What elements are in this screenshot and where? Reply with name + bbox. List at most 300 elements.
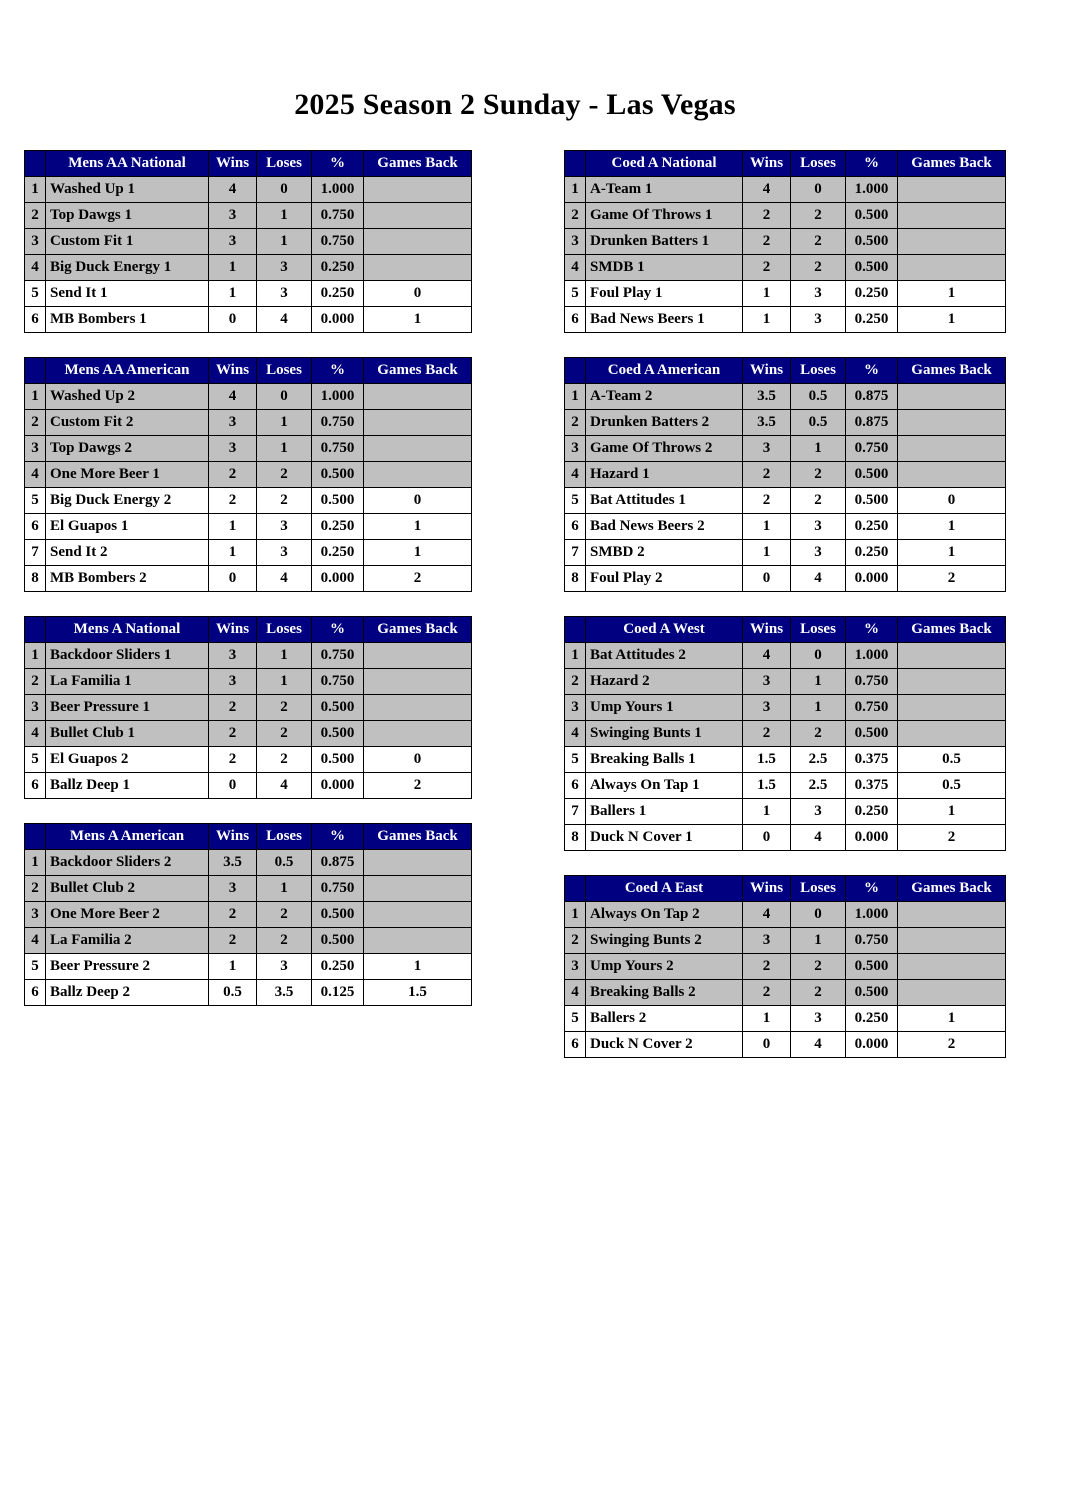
pct-cell: 0.000 bbox=[312, 773, 364, 799]
pct-cell: 0.750 bbox=[312, 669, 364, 695]
rank-cell: 5 bbox=[565, 281, 586, 307]
pct-cell: 1.000 bbox=[846, 902, 898, 928]
loses-cell: 2 bbox=[791, 462, 846, 488]
rank-header bbox=[565, 151, 586, 177]
loses-cell: 0.5 bbox=[791, 410, 846, 436]
team-name: Big Duck Energy 2 bbox=[46, 488, 209, 514]
wins-cell: 3 bbox=[743, 436, 791, 462]
wins-cell: 0 bbox=[209, 566, 257, 592]
rank-cell: 6 bbox=[25, 773, 46, 799]
team-row bbox=[25, 721, 472, 747]
pct-cell: 0.000 bbox=[846, 1032, 898, 1058]
loses-cell: 2 bbox=[791, 980, 846, 1006]
wins-cell: 1 bbox=[743, 540, 791, 566]
pct-cell: 0.750 bbox=[846, 669, 898, 695]
rank-cell: 6 bbox=[25, 514, 46, 540]
team-name: El Guapos 1 bbox=[46, 514, 209, 540]
rank-cell: 3 bbox=[25, 436, 46, 462]
loses-cell: 4 bbox=[257, 307, 312, 333]
pct-cell: 0.250 bbox=[846, 540, 898, 566]
team-row bbox=[25, 436, 472, 462]
loses-cell: 2 bbox=[257, 721, 312, 747]
wins-cell: 3 bbox=[209, 643, 257, 669]
wins-cell: 3 bbox=[743, 695, 791, 721]
games-back-cell bbox=[364, 229, 472, 255]
rank-cell: 5 bbox=[25, 281, 46, 307]
loses-header: Loses bbox=[791, 358, 846, 384]
games-back-cell: 2 bbox=[364, 773, 472, 799]
pct-header: % bbox=[312, 358, 364, 384]
team-name: Bad News Beers 1 bbox=[586, 307, 743, 333]
rank-cell: 7 bbox=[25, 540, 46, 566]
rank-cell: 8 bbox=[565, 825, 586, 851]
team-row bbox=[565, 462, 1006, 488]
team-row bbox=[565, 669, 1006, 695]
team-row bbox=[565, 566, 1006, 592]
wins-header: Wins bbox=[209, 358, 257, 384]
pct-cell: 0.000 bbox=[846, 825, 898, 851]
team-name: Beer Pressure 1 bbox=[46, 695, 209, 721]
games-back-cell bbox=[364, 384, 472, 410]
games-back-cell: 1 bbox=[898, 540, 1006, 566]
wins-cell: 1 bbox=[209, 954, 257, 980]
wins-cell: 2 bbox=[209, 462, 257, 488]
loses-cell: 1 bbox=[257, 876, 312, 902]
team-name: A-Team 2 bbox=[586, 384, 743, 410]
pct-cell: 1.000 bbox=[312, 177, 364, 203]
team-row bbox=[565, 721, 1006, 747]
team-name: La Familia 1 bbox=[46, 669, 209, 695]
header-row bbox=[565, 876, 1006, 902]
wins-cell: 2 bbox=[209, 488, 257, 514]
loses-header: Loses bbox=[257, 358, 312, 384]
wins-cell: 0 bbox=[743, 566, 791, 592]
loses-cell: 0 bbox=[257, 177, 312, 203]
loses-cell: 1 bbox=[791, 669, 846, 695]
team-row bbox=[25, 307, 472, 333]
pct-cell: 0.250 bbox=[846, 281, 898, 307]
wins-cell: 0 bbox=[209, 773, 257, 799]
loses-cell: 1 bbox=[257, 669, 312, 695]
team-row bbox=[565, 954, 1006, 980]
wins-header: Wins bbox=[209, 824, 257, 850]
games-back-cell: 1.5 bbox=[364, 980, 472, 1006]
team-name: Bullet Club 1 bbox=[46, 721, 209, 747]
games-back-cell: 0 bbox=[898, 488, 1006, 514]
wins-cell: 1.5 bbox=[743, 773, 791, 799]
wins-header: Wins bbox=[209, 151, 257, 177]
wins-cell: 2 bbox=[743, 255, 791, 281]
loses-header: Loses bbox=[257, 151, 312, 177]
pct-cell: 1.000 bbox=[846, 643, 898, 669]
team-name: Bat Attitudes 1 bbox=[586, 488, 743, 514]
loses-cell: 2 bbox=[257, 462, 312, 488]
pct-cell: 0.875 bbox=[846, 384, 898, 410]
rank-cell: 5 bbox=[565, 1006, 586, 1032]
pct-header: % bbox=[846, 358, 898, 384]
pct-cell: 0.500 bbox=[846, 980, 898, 1006]
pct-cell: 0.750 bbox=[846, 695, 898, 721]
team-name: Game Of Throws 2 bbox=[586, 436, 743, 462]
rank-cell: 4 bbox=[565, 255, 586, 281]
games-back-cell: 0 bbox=[364, 488, 472, 514]
pct-cell: 0.375 bbox=[846, 773, 898, 799]
games-back-cell: 1 bbox=[364, 307, 472, 333]
team-row bbox=[565, 773, 1006, 799]
loses-cell: 3 bbox=[257, 281, 312, 307]
rank-cell: 5 bbox=[25, 488, 46, 514]
team-row bbox=[565, 307, 1006, 333]
games-back-cell bbox=[364, 669, 472, 695]
standings-table bbox=[564, 150, 1006, 333]
wins-cell: 1 bbox=[209, 540, 257, 566]
pct-cell: 0.000 bbox=[846, 566, 898, 592]
team-name: Top Dawgs 1 bbox=[46, 203, 209, 229]
wins-cell: 2 bbox=[209, 928, 257, 954]
rank-cell: 6 bbox=[25, 307, 46, 333]
team-name: Bad News Beers 2 bbox=[586, 514, 743, 540]
pct-header: % bbox=[846, 876, 898, 902]
rank-header bbox=[25, 358, 46, 384]
team-name: Hazard 2 bbox=[586, 669, 743, 695]
rank-cell: 4 bbox=[565, 462, 586, 488]
rank-header bbox=[565, 876, 586, 902]
rank-cell: 1 bbox=[565, 643, 586, 669]
rank-cell: 3 bbox=[25, 229, 46, 255]
wins-cell: 2 bbox=[743, 203, 791, 229]
pct-cell: 0.500 bbox=[312, 462, 364, 488]
wins-cell: 4 bbox=[743, 643, 791, 669]
loses-cell: 2 bbox=[257, 488, 312, 514]
team-row bbox=[25, 488, 472, 514]
rank-cell: 6 bbox=[565, 773, 586, 799]
games-back-cell bbox=[898, 954, 1006, 980]
team-row bbox=[565, 980, 1006, 1006]
rank-cell: 3 bbox=[25, 902, 46, 928]
team-name: SMDB 1 bbox=[586, 255, 743, 281]
pct-cell: 0.875 bbox=[846, 410, 898, 436]
pct-cell: 0.750 bbox=[846, 928, 898, 954]
team-row bbox=[565, 203, 1006, 229]
games-back-cell bbox=[364, 462, 472, 488]
wins-cell: 1 bbox=[743, 799, 791, 825]
team-row bbox=[565, 1032, 1006, 1058]
games-back-cell bbox=[898, 721, 1006, 747]
pct-cell: 0.250 bbox=[312, 281, 364, 307]
wins-cell: 2 bbox=[743, 462, 791, 488]
loses-cell: 3 bbox=[791, 540, 846, 566]
loses-cell: 3.5 bbox=[257, 980, 312, 1006]
pct-header: % bbox=[312, 617, 364, 643]
team-row bbox=[565, 229, 1006, 255]
team-name: Washed Up 2 bbox=[46, 384, 209, 410]
team-name: Drunken Batters 1 bbox=[586, 229, 743, 255]
team-row bbox=[565, 281, 1006, 307]
pct-cell: 0.500 bbox=[312, 747, 364, 773]
team-row bbox=[565, 799, 1006, 825]
loses-cell: 3 bbox=[257, 540, 312, 566]
wins-cell: 4 bbox=[209, 177, 257, 203]
games-back-cell: 0.5 bbox=[898, 747, 1006, 773]
team-name: Drunken Batters 2 bbox=[586, 410, 743, 436]
pct-header: % bbox=[846, 617, 898, 643]
wins-cell: 2 bbox=[743, 721, 791, 747]
header-row bbox=[565, 617, 1006, 643]
team-row bbox=[565, 902, 1006, 928]
loses-cell: 1 bbox=[257, 410, 312, 436]
team-name: MB Bombers 1 bbox=[46, 307, 209, 333]
rank-cell: 2 bbox=[25, 410, 46, 436]
team-row bbox=[25, 281, 472, 307]
rank-cell: 5 bbox=[565, 488, 586, 514]
games-back-cell bbox=[898, 980, 1006, 1006]
pct-cell: 0.250 bbox=[846, 514, 898, 540]
wins-cell: 3 bbox=[209, 229, 257, 255]
loses-cell: 0.5 bbox=[791, 384, 846, 410]
loses-cell: 4 bbox=[791, 825, 846, 851]
rank-cell: 2 bbox=[25, 203, 46, 229]
wins-cell: 1 bbox=[209, 255, 257, 281]
team-name: Swinging Bunts 2 bbox=[586, 928, 743, 954]
team-name: Breaking Balls 2 bbox=[586, 980, 743, 1006]
standings-table bbox=[24, 150, 472, 333]
team-row bbox=[565, 928, 1006, 954]
team-row bbox=[565, 540, 1006, 566]
wins-cell: 1 bbox=[743, 281, 791, 307]
standings-table bbox=[24, 823, 472, 1006]
standings-table bbox=[24, 616, 472, 799]
header-row bbox=[25, 824, 472, 850]
wins-cell: 2 bbox=[209, 695, 257, 721]
rank-cell: 1 bbox=[25, 850, 46, 876]
wins-cell: 4 bbox=[743, 902, 791, 928]
team-name: El Guapos 2 bbox=[46, 747, 209, 773]
games-back-cell bbox=[898, 669, 1006, 695]
games-back-cell bbox=[898, 436, 1006, 462]
loses-cell: 2 bbox=[791, 255, 846, 281]
team-name: Breaking Balls 1 bbox=[586, 747, 743, 773]
team-name: One More Beer 2 bbox=[46, 902, 209, 928]
loses-cell: 0.5 bbox=[257, 850, 312, 876]
games-back-cell bbox=[364, 902, 472, 928]
pct-cell: 0.250 bbox=[846, 799, 898, 825]
loses-cell: 0 bbox=[257, 384, 312, 410]
games-back-cell: 2 bbox=[364, 566, 472, 592]
loses-header: Loses bbox=[791, 876, 846, 902]
loses-header: Loses bbox=[791, 617, 846, 643]
division-title: Mens AA National bbox=[46, 151, 209, 177]
pct-cell: 0.750 bbox=[312, 229, 364, 255]
team-name: Send It 1 bbox=[46, 281, 209, 307]
loses-cell: 4 bbox=[257, 566, 312, 592]
rank-cell: 3 bbox=[565, 229, 586, 255]
games-back-cell: 1 bbox=[364, 514, 472, 540]
team-name: Ballers 2 bbox=[586, 1006, 743, 1032]
standings-table bbox=[564, 616, 1006, 851]
pct-header: % bbox=[846, 151, 898, 177]
team-row bbox=[25, 876, 472, 902]
team-row bbox=[25, 203, 472, 229]
team-row bbox=[25, 514, 472, 540]
rank-cell: 6 bbox=[565, 514, 586, 540]
loses-cell: 4 bbox=[791, 566, 846, 592]
games-back-cell: 2 bbox=[898, 1032, 1006, 1058]
header-row bbox=[25, 617, 472, 643]
games-back-cell: 2 bbox=[898, 825, 1006, 851]
rank-header bbox=[25, 151, 46, 177]
pct-cell: 0.500 bbox=[846, 721, 898, 747]
header-row bbox=[565, 358, 1006, 384]
loses-cell: 1 bbox=[791, 695, 846, 721]
rank-cell: 4 bbox=[565, 980, 586, 1006]
right-column bbox=[564, 150, 1006, 1082]
rank-cell: 8 bbox=[25, 566, 46, 592]
games-back-cell bbox=[898, 410, 1006, 436]
wins-cell: 2 bbox=[209, 902, 257, 928]
games-back-header: Games Back bbox=[364, 151, 472, 177]
team-name: SMBD 2 bbox=[586, 540, 743, 566]
rank-cell: 6 bbox=[25, 980, 46, 1006]
left-column bbox=[24, 150, 472, 1082]
team-row bbox=[565, 488, 1006, 514]
rank-cell: 3 bbox=[565, 695, 586, 721]
team-row bbox=[25, 669, 472, 695]
team-name: Backdoor Sliders 1 bbox=[46, 643, 209, 669]
games-back-header: Games Back bbox=[898, 876, 1006, 902]
rank-cell: 4 bbox=[25, 462, 46, 488]
loses-cell: 0 bbox=[791, 643, 846, 669]
loses-cell: 2.5 bbox=[791, 773, 846, 799]
team-name: Beer Pressure 2 bbox=[46, 954, 209, 980]
games-back-cell: 1 bbox=[898, 799, 1006, 825]
page-title: 2025 Season 2 Sunday - Las Vegas bbox=[294, 88, 736, 121]
loses-cell: 3 bbox=[791, 514, 846, 540]
games-back-cell bbox=[364, 203, 472, 229]
rank-cell: 5 bbox=[25, 747, 46, 773]
games-back-cell bbox=[898, 462, 1006, 488]
loses-cell: 3 bbox=[791, 799, 846, 825]
rank-cell: 5 bbox=[25, 954, 46, 980]
team-name: Bat Attitudes 2 bbox=[586, 643, 743, 669]
team-name: Send It 2 bbox=[46, 540, 209, 566]
pct-cell: 0.500 bbox=[846, 954, 898, 980]
team-name: Top Dawgs 2 bbox=[46, 436, 209, 462]
loses-cell: 1 bbox=[257, 203, 312, 229]
pct-cell: 0.750 bbox=[846, 436, 898, 462]
wins-cell: 1.5 bbox=[743, 747, 791, 773]
pct-cell: 0.250 bbox=[846, 1006, 898, 1032]
wins-cell: 2 bbox=[743, 954, 791, 980]
wins-cell: 1 bbox=[743, 514, 791, 540]
wins-cell: 4 bbox=[209, 384, 257, 410]
division-title: Mens A American bbox=[46, 824, 209, 850]
team-name: Washed Up 1 bbox=[46, 177, 209, 203]
games-back-cell: 1 bbox=[898, 1006, 1006, 1032]
loses-cell: 1 bbox=[257, 229, 312, 255]
games-back-cell bbox=[898, 255, 1006, 281]
team-row bbox=[25, 462, 472, 488]
games-back-cell bbox=[898, 695, 1006, 721]
team-row bbox=[565, 643, 1006, 669]
games-back-cell bbox=[364, 643, 472, 669]
team-name: A-Team 1 bbox=[586, 177, 743, 203]
games-back-header: Games Back bbox=[364, 824, 472, 850]
rank-cell: 6 bbox=[565, 1032, 586, 1058]
wins-cell: 4 bbox=[743, 177, 791, 203]
wins-cell: 3 bbox=[209, 436, 257, 462]
wins-cell: 3.5 bbox=[209, 850, 257, 876]
team-name: Always On Tap 1 bbox=[586, 773, 743, 799]
rank-cell: 4 bbox=[25, 928, 46, 954]
loses-cell: 2 bbox=[791, 203, 846, 229]
games-back-cell bbox=[364, 410, 472, 436]
pct-cell: 0.500 bbox=[846, 255, 898, 281]
wins-cell: 0 bbox=[209, 307, 257, 333]
wins-cell: 1 bbox=[743, 307, 791, 333]
team-row bbox=[565, 825, 1006, 851]
team-row bbox=[25, 773, 472, 799]
rank-header bbox=[565, 617, 586, 643]
header-row bbox=[565, 151, 1006, 177]
pct-cell: 0.750 bbox=[312, 410, 364, 436]
pct-cell: 0.000 bbox=[312, 307, 364, 333]
rank-cell: 4 bbox=[25, 721, 46, 747]
team-name: Foul Play 1 bbox=[586, 281, 743, 307]
standings-table bbox=[564, 875, 1006, 1058]
team-row bbox=[565, 255, 1006, 281]
games-back-header: Games Back bbox=[364, 617, 472, 643]
loses-cell: 3 bbox=[791, 281, 846, 307]
rank-cell: 2 bbox=[25, 876, 46, 902]
pct-cell: 0.500 bbox=[312, 721, 364, 747]
pct-cell: 0.250 bbox=[312, 954, 364, 980]
team-name: Ump Yours 2 bbox=[586, 954, 743, 980]
games-back-cell bbox=[898, 902, 1006, 928]
pct-cell: 0.750 bbox=[312, 643, 364, 669]
pct-cell: 0.500 bbox=[846, 462, 898, 488]
rank-cell: 6 bbox=[565, 307, 586, 333]
games-back-cell bbox=[364, 177, 472, 203]
games-back-cell: 0 bbox=[364, 747, 472, 773]
team-name: Bullet Club 2 bbox=[46, 876, 209, 902]
team-row bbox=[565, 695, 1006, 721]
team-row bbox=[565, 1006, 1006, 1032]
loses-cell: 3 bbox=[791, 307, 846, 333]
pct-cell: 0.500 bbox=[846, 203, 898, 229]
loses-cell: 0 bbox=[791, 902, 846, 928]
pct-cell: 0.500 bbox=[846, 229, 898, 255]
rank-cell: 7 bbox=[565, 540, 586, 566]
rank-cell: 2 bbox=[565, 203, 586, 229]
division-title: Mens A National bbox=[46, 617, 209, 643]
wins-header: Wins bbox=[743, 358, 791, 384]
pct-cell: 0.000 bbox=[312, 566, 364, 592]
loses-header: Loses bbox=[257, 617, 312, 643]
team-row bbox=[25, 255, 472, 281]
loses-cell: 3 bbox=[257, 514, 312, 540]
rank-cell: 1 bbox=[25, 177, 46, 203]
standings-layout bbox=[24, 150, 1088, 1082]
header-row bbox=[25, 358, 472, 384]
team-name: Custom Fit 2 bbox=[46, 410, 209, 436]
standings-table bbox=[24, 357, 472, 592]
rank-cell: 5 bbox=[565, 747, 586, 773]
loses-cell: 1 bbox=[791, 928, 846, 954]
wins-cell: 1 bbox=[209, 514, 257, 540]
team-name: Custom Fit 1 bbox=[46, 229, 209, 255]
pct-cell: 0.750 bbox=[312, 876, 364, 902]
rank-cell: 2 bbox=[25, 669, 46, 695]
